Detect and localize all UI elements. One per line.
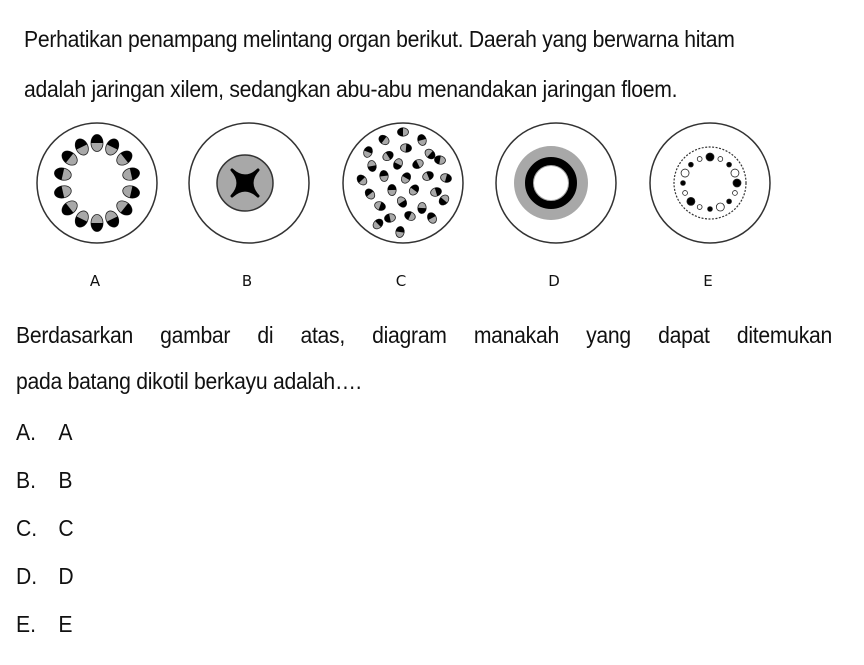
option-e[interactable] (16, 600, 74, 648)
question-text (16, 312, 836, 404)
option-text: A (58, 418, 73, 445)
question-line-2: pada batang dikotil berkayu adalah…. (16, 368, 362, 394)
option-letter: E. (16, 610, 36, 637)
question-word: Berdasarkan (16, 322, 133, 348)
ring-of-small-bundles-icon (647, 118, 773, 248)
option-b[interactable] (16, 456, 74, 504)
option-text: B (58, 466, 73, 493)
intro-line-1: Perhatikan penampang melintang organ berikut. Daerah yang berwarna hitam (24, 26, 735, 52)
figure-label-b: B (241, 272, 253, 290)
answer-options (16, 408, 79, 648)
question-word: atas, (300, 322, 345, 348)
intro-line-2: adalah jaringan xilem, sedangkan abu-abu menandakan jaringan floem. (24, 76, 678, 102)
question-word: di (257, 322, 274, 348)
option-text: D (58, 562, 74, 589)
figure-label-a: A (89, 272, 101, 290)
option-letter: B. (16, 466, 36, 493)
option-c[interactable] (16, 504, 74, 552)
option-text: C (58, 514, 74, 541)
figure-label-e: E (703, 272, 713, 290)
option-letter: D. (16, 562, 38, 589)
question-word: gambar (160, 322, 231, 348)
figure-label-c: C (395, 272, 407, 290)
question-line-1 (16, 312, 832, 358)
question-word: diagram (372, 322, 447, 348)
continuous-xylem-ring-icon (493, 118, 619, 248)
x-shaped-xylem-root-icon (186, 118, 312, 248)
option-text: E (58, 610, 73, 637)
question-word: manakah (473, 322, 559, 348)
question-word: dapat (658, 322, 710, 348)
question-word: yang (586, 322, 631, 348)
question-word: ditemukan (736, 322, 832, 348)
ring-of-vascular-bundles-icon (34, 118, 160, 248)
option-a[interactable] (16, 408, 74, 456)
scattered-vascular-bundles-icon (340, 118, 466, 248)
option-letter: A. (16, 418, 36, 445)
question-intro (24, 14, 775, 114)
figure-label-d: D (548, 272, 560, 290)
option-letter: C. (16, 514, 38, 541)
cross-section-figures (0, 118, 864, 298)
option-d[interactable] (16, 552, 74, 600)
